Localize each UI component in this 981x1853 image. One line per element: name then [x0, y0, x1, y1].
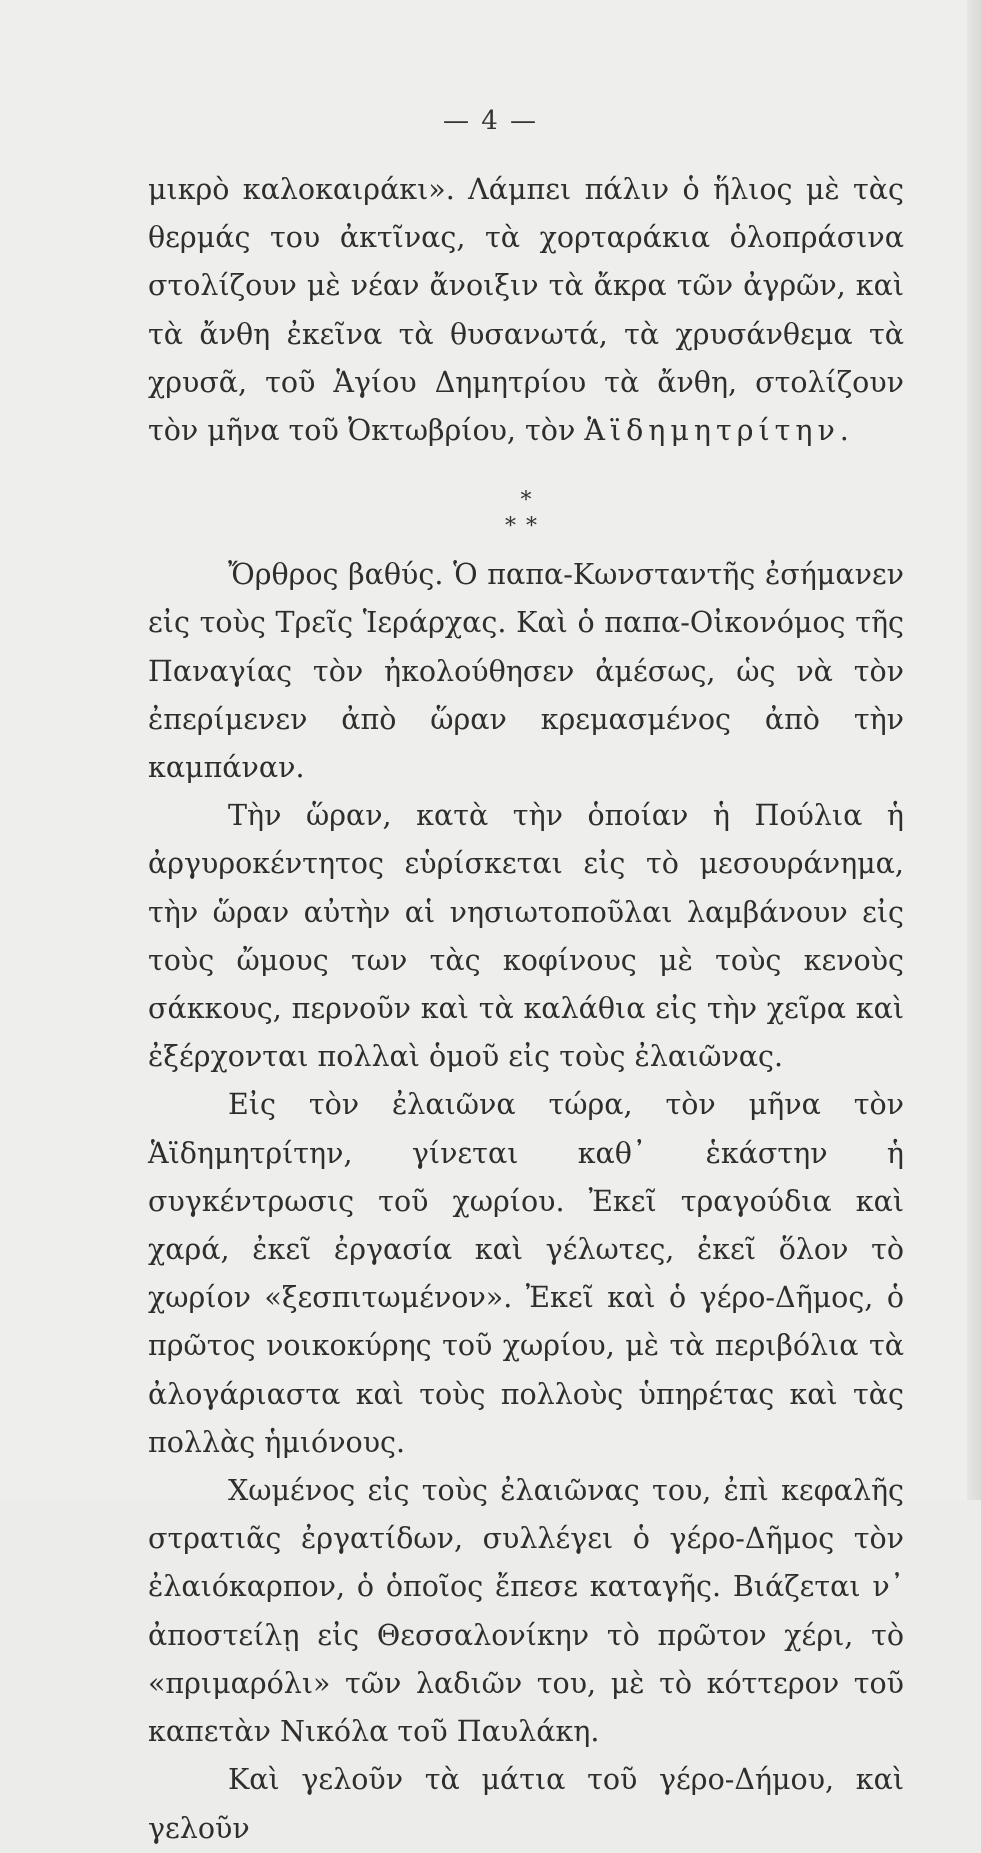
paragraph-6: Καὶ γελοῦν τὰ μάτια τοῦ γέρο-Δήμου, καὶ γελοῦν — [148, 1763, 904, 1845]
page-edge-shadow — [967, 0, 981, 1500]
paragraph-5: Χωμένος εἰς τοὺς ἐλαιῶνας του, ἐπὶ κεφαλῆς στρατιᾶς ἐργατίδων, συλλέγει ὁ γέρο-Δῆμος τὸν ἐλαιόκαρπον, ὁ ὁποῖος ἔπεσε καταγῆς. Βιάζεται ν᾽ ἀποστείλῃ εἰς Θεσσαλονίκην τὸ πρῶτον χέρι, τὸ «πριμαρόλι» τῶν λαδιῶν του, μὲ τὸ κόττερον τοῦ καπετὰν Νικόλα τοῦ Παυλάκη. — [148, 1474, 904, 1749]
asterism-top: * — [520, 488, 532, 514]
paragraph-1 — [148, 166, 904, 455]
asterism-bottom: ** — [505, 514, 547, 540]
paragraph-1-text: μικρὸ καλοκαιράκι». Λάμπει πάλιν ὁ ἥλιος μὲ τὰς θερμάς του ἀκτῖνας, τὰ χορταράκια ὁλοπράσινα στολίζουν μὲ νέαν ἄνοιξιν τὰ ἄκρα τῶν ἀγρῶν, καὶ τὰ ἄνθη ἐκεῖνα τὰ θυσανωτά, τὰ χρυσάνθεμα τὰ χρυσᾶ, τοῦ Ἁγίου Δημητρίου τὰ ἄνθη, στολίζουν τὸν μῆνα τοῦ Ὀκτωβρίου, τὸν — [148, 173, 904, 448]
body-text — [148, 166, 904, 1853]
paragraph-4: Εἰς τὸν ἐλαιῶνα τώρα, τὸν μῆνα τὸν Ἁϊδημητρίτην, γίνεται καθ᾽ ἑκάστην ἡ συγκέντρωσις τοῦ χωρίου. Ἐκεῖ τραγούδια καὶ χαρά, ἐκεῖ ἐργασία καὶ γέλωτες, ἐκεῖ ὅλον τὸ χωρίον «ξεσπιτωμένον». Ἐκεῖ καὶ ὁ γέρο-Δῆμος, ὁ πρῶτος νοικοκύρης τοῦ χωρίου, μὲ τὰ περιβόλια τὰ ἀλογάριαστα καὶ τοὺς πολλοὺς ὑπηρέτας καὶ τὰς πολλὰς ἡμιόνους. — [148, 1088, 904, 1459]
paragraph-3: Τὴν ὥραν, κατὰ τὴν ὁποίαν ἡ Πούλια ἡ ἀργυροκέντητος εὑρίσκεται εἰς τὸ μεσουράνημα, τὴν ὥραν αὐτὴν αἱ νησιωτοποῦλαι λαμβάνουν εἰς τοὺς ὤμους των τὰς κοφίνους μὲ τοὺς κενοὺς σάκκους, περνοῦν καὶ τὰ καλάθια εἰς τὴν χεῖρα καὶ ἐξέρχονται πολλαὶ ὁμοῦ εἰς τοὺς ἐλαιῶνας. — [148, 799, 904, 1074]
paragraph-1-spaced-word: Ἁϊδημητρίτην. — [584, 414, 854, 448]
page-number: — 4 — — [442, 106, 539, 136]
paragraph-2: Ὄρθρος βαθύς. Ὁ παπα-Κωνσταντῆς ἐσήμανεν εἰς τοὺς Τρεῖς Ἱεράρχας. Καὶ ὁ παπα-Οἰκονόμος τῆς Παναγίας τὸν ἠκολούθησεν ἀμέσως, ὡς νὰ τὸν ἐπερίμενεν ἀπὸ ὥραν κρεμασμένος ἀπὸ τὴν καμπάναν. — [148, 558, 904, 785]
section-break-asterism — [148, 455, 904, 551]
